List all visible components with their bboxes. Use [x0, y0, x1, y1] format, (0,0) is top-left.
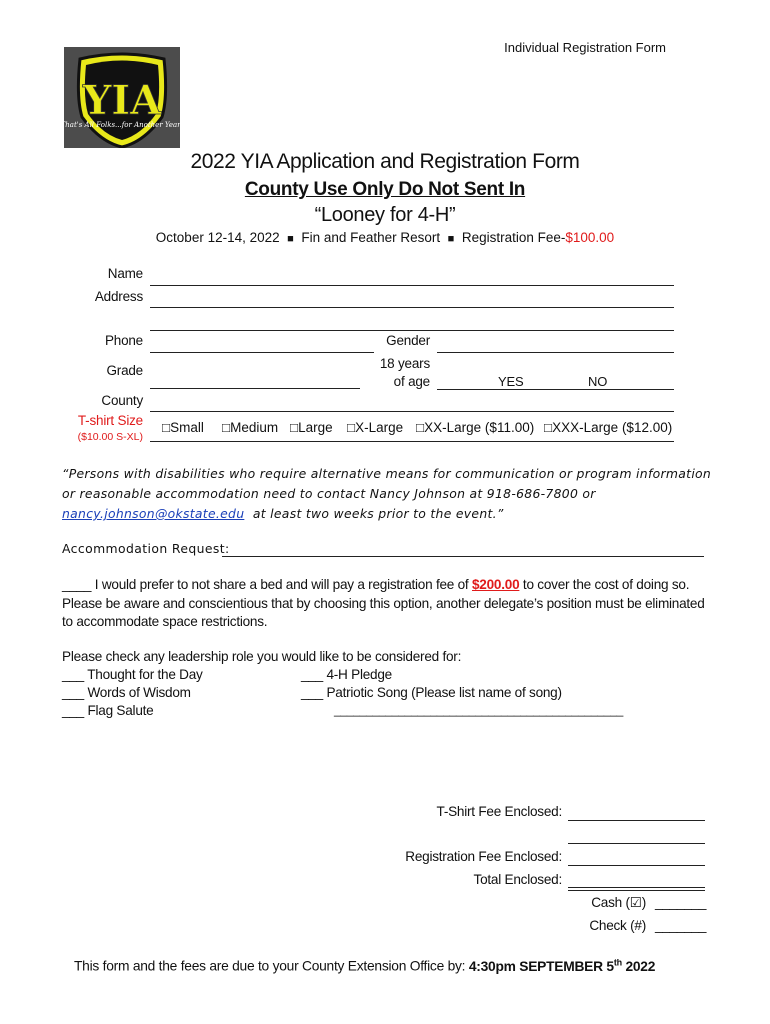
leadership-prompt: Please check any leadership role you would like to be considered for: [62, 649, 462, 664]
shirt-option-medium[interactable]: □Medium [222, 420, 279, 435]
grade-label: Grade [106, 363, 143, 378]
due-date-footer [74, 957, 714, 974]
role-flag-salute[interactable]: ___ Flag Salute [62, 703, 154, 718]
tshirt-fee-field-line-2 [568, 843, 705, 844]
total-double-underline [568, 890, 705, 891]
role-thought-for-the-day[interactable]: ___ Thought for the Day [62, 667, 203, 682]
county-field[interactable] [150, 411, 674, 412]
name-field[interactable] [150, 285, 674, 286]
county-label: County [101, 393, 143, 408]
phone-label: Phone [104, 333, 143, 348]
yia-logo [64, 47, 180, 148]
accessibility-disclaimer [62, 464, 712, 524]
tshirt-fee-label: T-Shirt Fee Enclosed: [436, 804, 562, 819]
tshirt-price-note: ($10.00 S-XL) [77, 431, 143, 443]
phone-field[interactable] [150, 352, 374, 353]
check-option[interactable]: Check (#) [589, 918, 646, 933]
age-yes-option[interactable]: YES [498, 374, 524, 389]
accommodation-field[interactable] [222, 556, 704, 557]
form-type-label: Individual Registration Form [504, 40, 666, 55]
event-theme: “Looney for 4-H” [314, 204, 456, 226]
disclaimer-text-2: at least two weeks prior to the event.” [252, 506, 504, 521]
bullet-icon: ■ [447, 233, 455, 245]
role-words-of-wisdom[interactable]: ___ Words of Wisdom [62, 685, 191, 700]
page-subtitle: County Use Only Do Not Sent In [244, 179, 526, 200]
age-18-label [350, 355, 430, 391]
address-field-line-2[interactable] [150, 330, 674, 331]
contact-email-link[interactable]: nancy.johnson@okstate.edu [62, 506, 245, 521]
age-18-field[interactable] [437, 389, 674, 390]
grade-field[interactable] [150, 388, 360, 389]
bed-option-text-2: to cover the cost of doing so. Please be aware and conscientious that by choosing this option, another delegate’s position must be eliminated to accommodate space restrictions. [62, 577, 705, 629]
cash-option[interactable]: Cash (☑) [591, 895, 646, 910]
due-date-year: 2022 [621, 958, 656, 974]
tshirt-underline [150, 441, 674, 442]
total-field[interactable] [568, 887, 705, 888]
event-dates: October 12-14, 2022 [155, 230, 280, 245]
age-18-line-1: 18 years [379, 356, 430, 371]
name-label: Name [107, 266, 143, 281]
address-field[interactable] [150, 307, 674, 308]
fee-amount: $100.00 [565, 230, 615, 245]
event-info [0, 230, 770, 245]
check-amount-field[interactable]: _______ [655, 918, 707, 933]
registration-fee-field[interactable] [568, 865, 705, 866]
event-location: Fin and Feather Resort [301, 230, 441, 245]
bed-option-checkbox[interactable]: ____ [62, 577, 92, 592]
cash-amount-field[interactable]: _______ [655, 895, 707, 910]
address-label: Address [94, 289, 143, 304]
role-4h-pledge[interactable]: ___ 4-H Pledge [301, 667, 392, 682]
due-date-suffix: th [613, 957, 622, 967]
registration-fee-label: Registration Fee Enclosed: [405, 849, 562, 864]
footer-text: This form and the fees are due to your County Extension Office by: [74, 958, 466, 974]
age-no-option[interactable]: NO [588, 374, 608, 389]
shirt-option-small[interactable]: □Small [162, 420, 204, 435]
due-date [469, 959, 655, 974]
bullet-icon: ■ [287, 233, 294, 245]
age-18-line-2: of age [393, 374, 430, 389]
accommodation-label: Accommodation Request: [62, 541, 230, 556]
song-name-field[interactable]: _____________________________________________ [334, 703, 624, 717]
shield-logo-icon [64, 47, 180, 148]
bed-option-text: I would prefer to not share a bed and will pay a registration fee of [94, 577, 469, 592]
svg-text:That's All Folks...for Another: That's All Folks...for Another Year! [64, 121, 180, 129]
disclaimer-text: “Persons with disabilities who require alternative means for communication or program information or reasonable accommodation need to contact Nancy Johnson at 918-686-7800 or [62, 466, 712, 501]
bed-option-paragraph [62, 576, 712, 632]
gender-field[interactable] [437, 352, 674, 353]
tshirt-size-label: T-shirt Size [77, 413, 143, 428]
fee-label: Registration Fee- [461, 230, 566, 245]
shirt-option-xlarge[interactable]: □X-Large [347, 420, 404, 435]
gender-label: Gender [386, 333, 430, 348]
total-label: Total Enclosed: [473, 872, 562, 887]
shirt-option-xxlarge[interactable]: □XX-Large ($11.00) [416, 420, 535, 435]
svg-text:YIA: YIA [82, 77, 162, 124]
bed-option-fee: $200.00 [472, 577, 520, 592]
page-title: 2022 YIA Application and Registration Form [190, 150, 580, 173]
due-date-main: 4:30pm SEPTEMBER 5 [468, 958, 614, 974]
role-patriotic-song[interactable]: ___ Patriotic Song (Please list name of song) [301, 685, 562, 700]
tshirt-fee-field[interactable] [568, 820, 705, 821]
shirt-option-large[interactable]: □Large [290, 420, 333, 435]
shirt-option-xxxlarge[interactable]: □XXX-Large ($12.00) [544, 420, 673, 435]
